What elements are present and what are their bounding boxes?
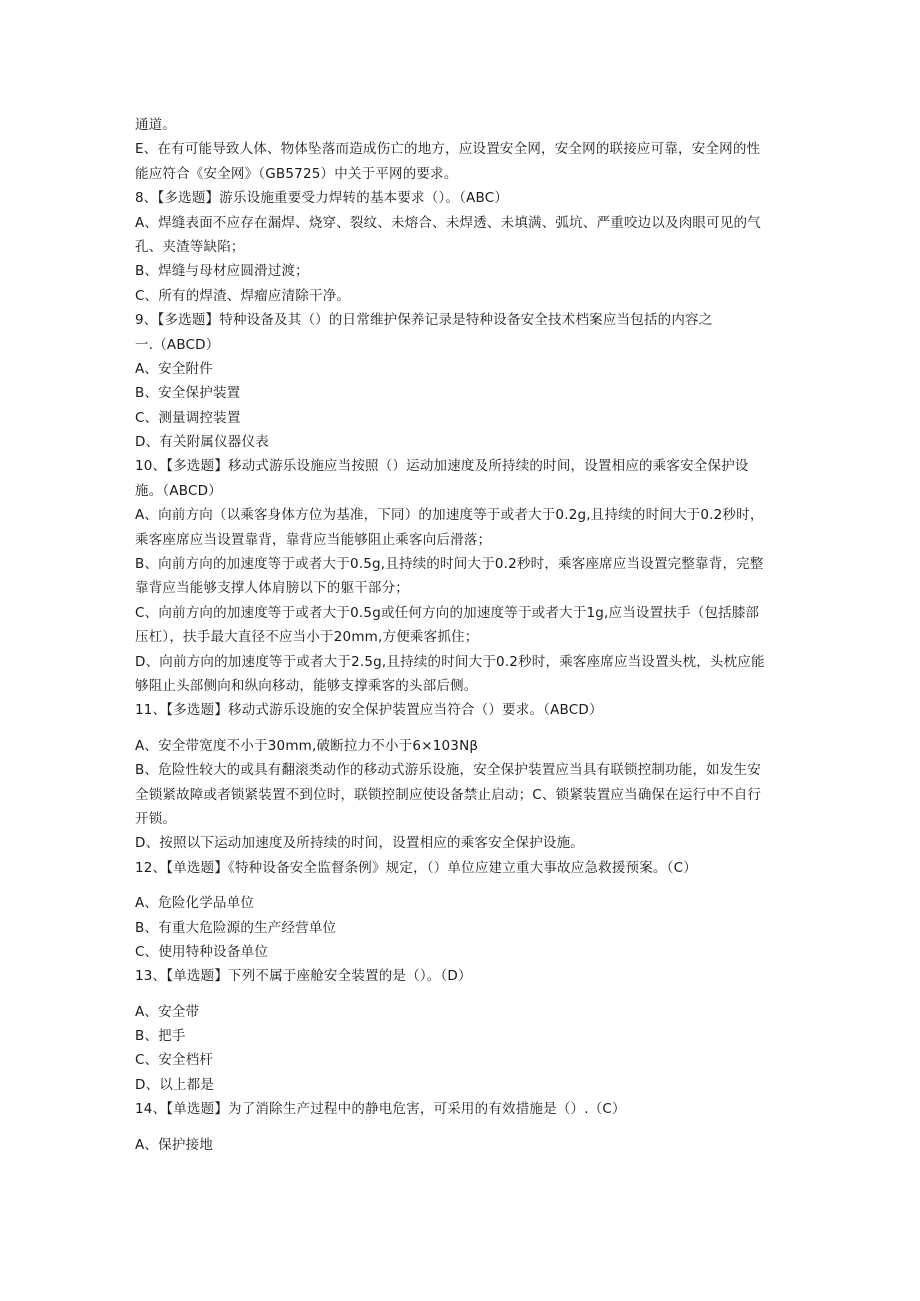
text-line: E、在有可能导致人体、物体坠落而造成伤亡的地方，应设置安全网，安全网的联接应可靠，安全网的性 [135, 141, 761, 158]
question-11: 11、【多选题】移动式游乐设施的安全保护装置应当符合（）要求。（ABCD） [135, 702, 603, 719]
question-10-cont: 施。（ABCD） [135, 482, 222, 499]
option-line: 够阻止头部侧向和纵向移动，能够支撑乘客的头部后侧。 [135, 677, 478, 694]
question-9-cont: 一.（ABCD） [135, 336, 220, 353]
option-line: B、安全保护装置 [135, 385, 241, 402]
option-line: B、有重大危险源的生产经营单位 [135, 919, 337, 936]
option-line: 乘客座席应当设置靠背，靠背应当能够阻止乘客向后滑落； [135, 531, 492, 548]
option-line: B、向前方向的加速度等于或者大于0.5g,且持续的时间大于0.2秒时，乘客座席应当设置完整靠背，完整 [135, 556, 764, 573]
option-line: B、把手 [135, 1028, 186, 1045]
option-line: 孔、夹渣等缺陷； [135, 238, 245, 255]
option-line: C、测量调控装置 [135, 409, 241, 426]
spacer [135, 1122, 785, 1133]
option-line: A、焊缝表面不应存在漏焊、烧穿、裂纹、未熔合、未焊透、未填满、弧坑、严重咬边以及肉眼可见的气 [135, 214, 761, 231]
option-line: A、危险化学品单位 [135, 895, 255, 912]
option-line: C、使用特种设备单位 [135, 943, 268, 960]
option-line: D、以上都是 [135, 1076, 215, 1093]
spacer [135, 880, 785, 891]
option-line: B、危险性较大的或具有翻滚类动作的移动式游乐设施，安全保护装置应当具有联锁控制功能，如发生安 [135, 762, 761, 779]
option-line: A、安全附件 [135, 360, 213, 377]
question-13: 13、【单选题】下列不属于座舱安全装置的是（）。（D） [135, 968, 472, 985]
text-line: 能应符合《安全网》（GB5725）中关于平网的要求。 [135, 165, 458, 182]
option-line: A、安全带 [135, 1003, 200, 1020]
option-line: 靠背应当能够支撑人体肩膀以下的躯干部分； [135, 580, 409, 597]
option-line: 压杠），扶手最大直径不应当小于20mm,方便乘客抓住； [135, 629, 479, 646]
option-line: A、保护接地 [135, 1136, 213, 1153]
option-line: C、所有的焊渣、焊瘤应清除干净。 [135, 287, 351, 304]
option-line: B、焊缝与母材应圆滑过渡； [135, 263, 309, 280]
option-line: A、向前方向（以乘客身体方位为基准，下同）的加速度等于或者大于0.2g,且持续的时间大于0.2秒时， [135, 507, 764, 524]
spacer [135, 989, 785, 1000]
question-12: 12、【单选题】《特种设备安全监督条例》规定，（）单位应建立重大事故应急救援预案。（C） [135, 859, 697, 876]
option-line: D、按照以下运动加速度及所持续的时间，设置相应的乘客安全保护设施。 [135, 835, 584, 852]
spacer [135, 723, 785, 734]
option-line: 全锁紧故障或者锁紧装置不到位时，联锁控制应使设备禁止启动；C、锁紧装置应当确保在运行中不自行 [135, 786, 762, 803]
option-line: 开锁。 [135, 810, 177, 827]
option-line: C、向前方向的加速度等于或者大于0.5g或任何方向的加速度等于或者大于1g,应当设置扶手（包括膝部 [135, 604, 760, 621]
text-line: 通道。 [135, 117, 177, 133]
question-14: 14、【单选题】为了消除生产过程中的静电危害，可采用的有效措施是（）.（C） [135, 1101, 626, 1118]
option-line: D、向前方向的加速度等于或者大于2.5g,且持续的时间大于0.2秒时，乘客座席应当设置头枕，头枕应能 [135, 653, 765, 670]
option-line: D、有关附属仪器仪表 [135, 434, 269, 451]
document-body [135, 113, 785, 1157]
question-10: 10、【多选题】移动式游乐设施应当按照（）运动加速度及所持续的时间，设置相应的乘客安全保护设 [135, 458, 749, 475]
option-line: A、安全带宽度不小于30mm,破断拉力不小于6×103Nβ [135, 737, 479, 754]
question-8: 8、【多选题】游乐设施重要受力焊转的基本要求（）。（ABC） [135, 190, 509, 207]
question-9: 9、【多选题】特种设备及其（）的日常维护保养记录是特种设备安全技术档案应当包括的内容之 [135, 312, 713, 329]
option-line: C、安全档杆 [135, 1052, 214, 1069]
